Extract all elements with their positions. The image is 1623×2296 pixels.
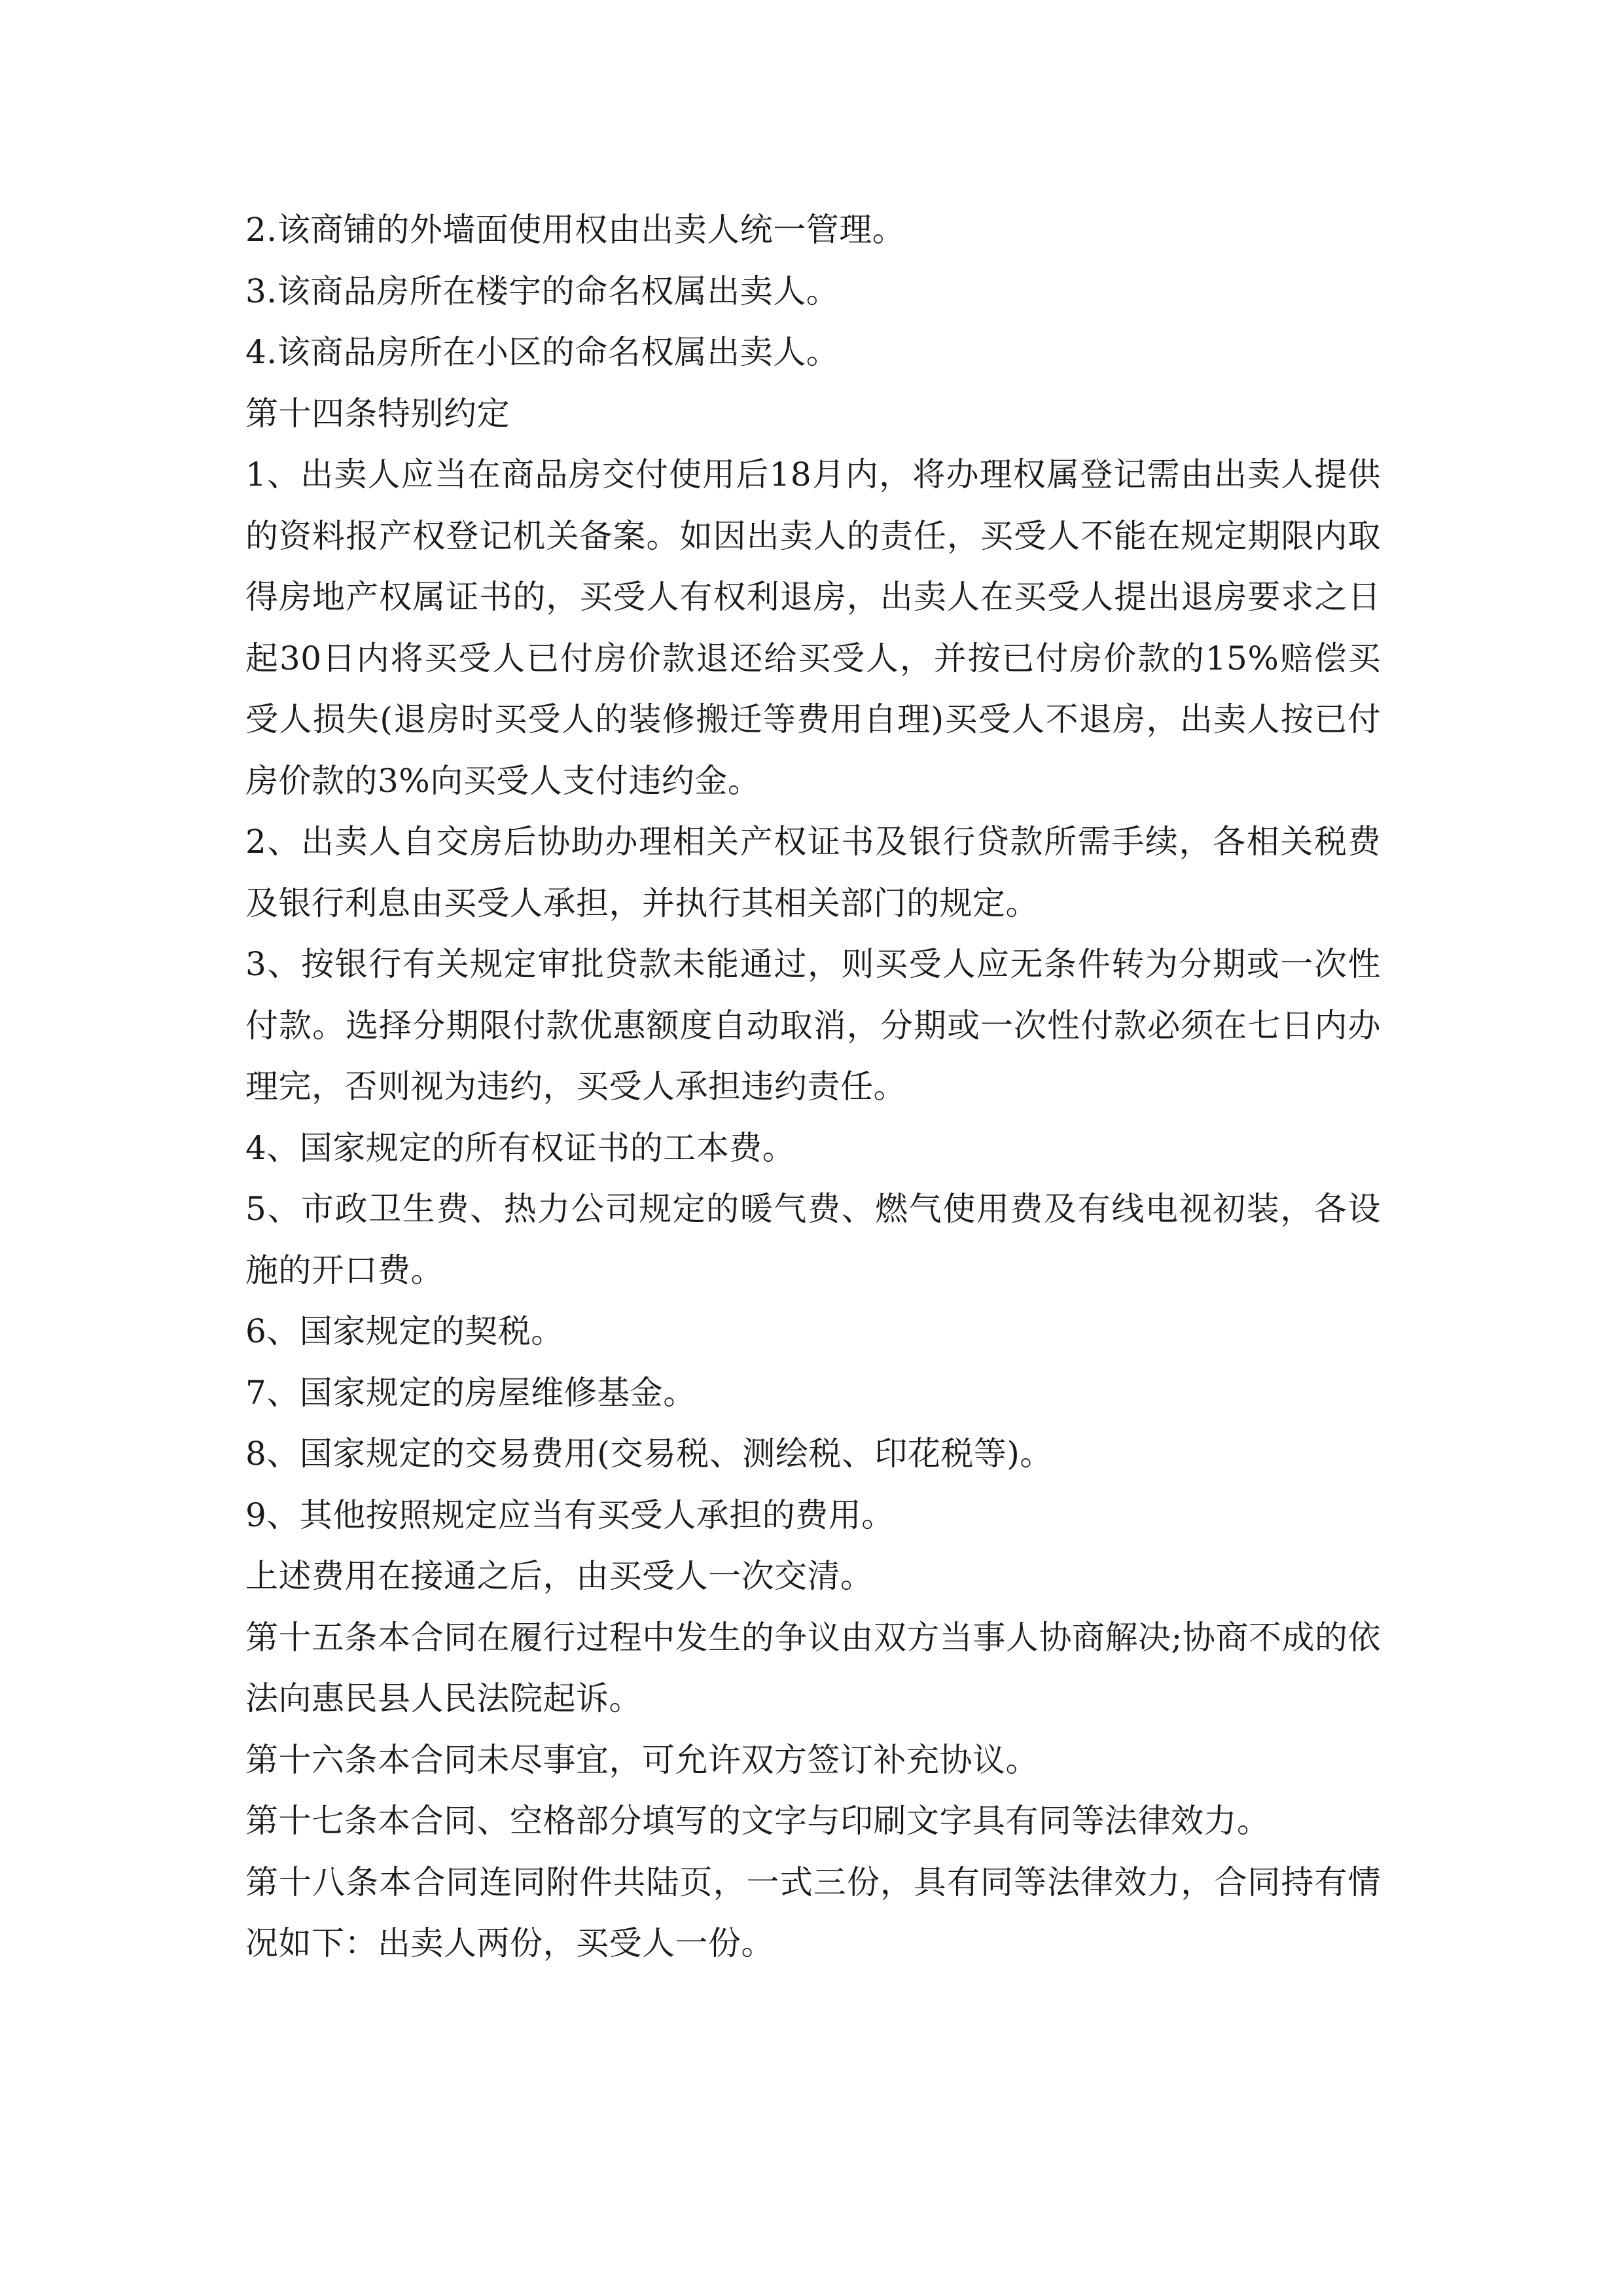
clause-paragraph: 9、其他按照规定应当有买受人承担的费用。 (245, 1496, 895, 1534)
clause-paragraph: 1、出卖人应当在商品房交付使用后18月内，将办理权属登记需由出卖人提供的资料报产权登记机关备案。如因出卖人的责任，买受人不能在规定期限内取得房地产权属证书的，买受人有权利退房，出卖人在买受人提出退房要求之日起30日内将买受人已付房价款退还给买受人，并按已付房价款的15%赔偿买受人损失(退房时买受人的装修搬迁等费用自理)买受人不退房，出卖人按已付房价款的3%向买受人支付违约金。 (245, 456, 1381, 800)
document-body (245, 200, 1381, 1975)
article-paragraph: 第十七条本合同、空格部分填写的文字与印刷文字具有同等法律效力。 (245, 1802, 1270, 1840)
section-heading: 第十四条特别约定 (245, 394, 510, 433)
article-paragraph: 第十八条本合同连同附件共陆页，一式三份，具有同等法律效力，合同持有情况如下：出卖人两份，买受人一份。 (245, 1863, 1381, 1962)
clause-paragraph: 5、市政卫生费、热力公司规定的暖气费、燃气使用费及有线电视初装，各设施的开口费。 (245, 1190, 1381, 1289)
clause-paragraph: 4.该商品房所在小区的命名权属出卖人。 (245, 333, 840, 371)
clause-paragraph: 3.该商品房所在楼宇的命名权属出卖人。 (245, 272, 840, 310)
clause-paragraph: 上述费用在接通之后，由买受人一次交清。 (245, 1557, 874, 1595)
clause-paragraph: 2、出卖人自交房后协助办理相关产权证书及银行贷款所需手续，各相关税费及银行利息由买受人承担，并执行其相关部门的规定。 (245, 823, 1381, 922)
clause-paragraph: 2.该商铺的外墙面使用权由出卖人统一管理。 (245, 211, 906, 249)
clause-paragraph: 7、国家规定的房屋维修基金。 (245, 1373, 696, 1412)
clause-paragraph: 4、国家规定的所有权证书的工本费。 (245, 1128, 796, 1167)
clause-paragraph: 3、按银行有关规定审批贷款未能通过，则买受人应无条件转为分期或一次性付款。选择分期限付款优惠额度自动取消，分期或一次性付款必须在七日内办理完，否则视为违约，买受人承担违约责任。 (245, 945, 1381, 1105)
clause-paragraph: 6、国家规定的契税。 (245, 1312, 564, 1350)
clause-paragraph: 8、国家规定的交易费用(交易税、测绘税、印花税等)。 (245, 1435, 1053, 1473)
article-paragraph: 第十六条本合同未尽事宜，可允许双方签订补充协议。 (245, 1740, 1039, 1779)
article-paragraph: 第十五条本合同在履行过程中发生的争议由双方当事人协商解决;协商不成的依法向惠民县人民法院起诉。 (245, 1618, 1381, 1717)
